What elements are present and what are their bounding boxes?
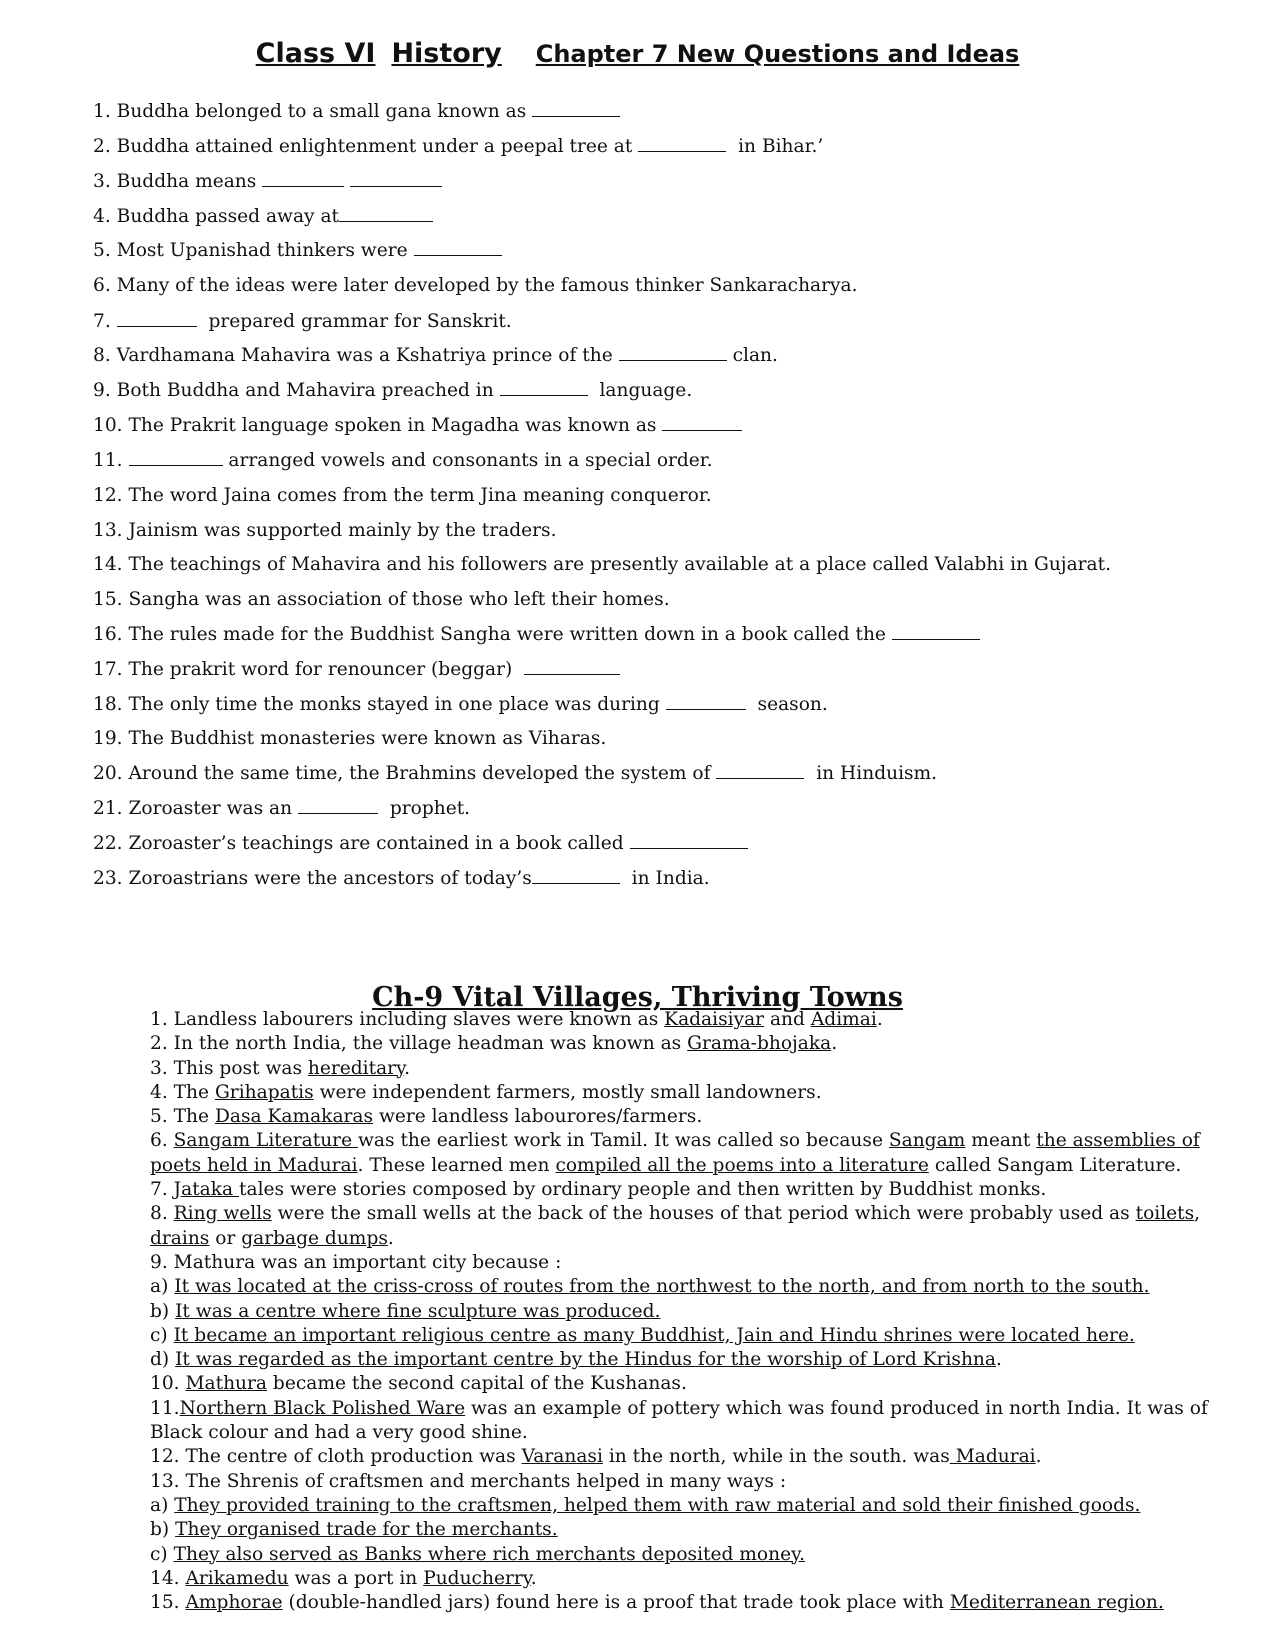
answer-blank: [298, 798, 378, 814]
answer-blank: [892, 624, 980, 640]
question-6: 6. Many of the ideas were later developed by the famous thinker Sankaracharya.: [93, 275, 858, 296]
note-10: 10. Mathura became the second capital of the Kushanas.: [150, 1373, 687, 1395]
question-22: 22. Zoroaster’s teachings are contained in a book called: [93, 832, 748, 856]
question-19: 19. The Buddhist monasteries were known as Viharas.: [93, 728, 607, 749]
note-14: 14. Arikamedu was a port in Puducherry.: [150, 1567, 537, 1589]
chapter9-notes: [150, 1008, 1208, 1615]
answer-blank: [117, 311, 197, 327]
note-11: 11.Northern Black Polished Ware was an example of pottery which was found produced in north India. It was of: [150, 1397, 1208, 1419]
note-9a: a) It was located at the criss-cross of routes from the northwest to the north, and from north to the south.: [150, 1276, 1150, 1298]
question-2: 2. Buddha attained enlightenment under a peepal tree at in Bihar.’: [93, 136, 824, 157]
note-13b: b) They organised trade for the merchants.: [150, 1519, 558, 1541]
answer-blank: [339, 206, 433, 222]
question-20: 20. Around the same time, the Brahmins developed the system of in Hinduism.: [93, 763, 938, 784]
answer-blank: [532, 101, 620, 117]
question-11: 11. arranged vowels and consonants in a special order.: [93, 450, 713, 471]
note-9d: d) It was regarded as the important centre by the Hindus for the worship of Lord Krishna.: [150, 1349, 1002, 1371]
question-13: 13. Jainism was supported mainly by the traders.: [93, 520, 557, 541]
note-8: 8. Ring wells were the small wells at the back of the houses of that period which were probably used as toilets,: [150, 1203, 1201, 1225]
question-12: 12. The word Jaina comes from the term Jina meaning conqueror.: [93, 485, 712, 506]
question-5: 5. Most Upanishad thinkers were: [93, 239, 502, 263]
note-9c: c) It became an important religious centre as many Buddhist, Jain and Hindu shrines were located here.: [150, 1324, 1135, 1346]
question-18: 18. The only time the monks stayed in one place was during season.: [93, 694, 828, 715]
answer-blank: [716, 763, 804, 779]
page-title: [0, 38, 1275, 69]
question-15: 15. Sangha was an association of those who left their homes.: [93, 589, 670, 610]
note-13: 13. The Shrenis of craftsmen and merchants helped in many ways :: [150, 1470, 787, 1492]
note-11-cont: Black colour and had a very good shine.: [150, 1422, 528, 1444]
subject-label: History: [391, 38, 502, 69]
question-7: 7. prepared grammar for Sanskrit.: [93, 311, 512, 332]
answer-blank: [414, 240, 502, 256]
note-2: 2. In the north India, the village headman was known as Grama-bhojaka.: [150, 1033, 838, 1055]
question-10: 10. The Prakrit language spoken in Magadha was known as: [93, 414, 742, 438]
answer-blank: [662, 415, 742, 431]
note-9: 9. Mathura was an important city because :: [150, 1251, 562, 1273]
question-21: 21. Zoroaster was an prophet.: [93, 798, 471, 819]
answer-blank: [638, 136, 726, 152]
note-6: 6. Sangam Literature was the earliest work in Tamil. It was called so because Sangam meant the assemblies of: [150, 1130, 1200, 1152]
chapter9-title: Ch-9 Vital Villages, Thriving Towns: [372, 982, 903, 1013]
note-4: 4. The Grihapatis were independent farmers, mostly small landowners.: [150, 1081, 822, 1103]
question-17: 17. The prakrit word for renouncer (beggar): [93, 658, 620, 682]
note-7: 7. Jataka tales were stories composed by ordinary people and then written by Buddhist monks.: [150, 1179, 1047, 1201]
note-8-cont: drains or garbage dumps.: [150, 1227, 394, 1249]
answer-blank: [666, 694, 746, 710]
answer-blank: [524, 659, 620, 675]
answer-blank: [532, 868, 620, 884]
note-13a: a) They provided training to the craftsmen, helped them with raw material and sold their finished goods.: [150, 1494, 1141, 1516]
question-1: 1. Buddha belonged to a small gana known as: [93, 100, 620, 124]
answer-blank: [350, 171, 442, 187]
question-3: 3. Buddha means: [93, 170, 442, 194]
question-8: 8. Vardhamana Mahavira was a Kshatriya prince of the clan.: [93, 345, 778, 366]
question-4: 4. Buddha passed away at: [93, 205, 433, 229]
answer-blank: [262, 171, 344, 187]
note-5: 5. The Dasa Kamakaras were landless labourores/farmers.: [150, 1106, 703, 1128]
note-3: 3. This post was hereditary.: [150, 1057, 411, 1079]
answer-blank: [619, 345, 727, 361]
question-14: 14. The teachings of Mahavira and his followers are presently available at a place called Valabhi in Gujarat.: [93, 554, 1112, 575]
note-9b: b) It was a centre where fine sculpture was produced.: [150, 1300, 661, 1322]
chapter-title: Chapter 7 New Questions and Ideas: [535, 40, 1020, 68]
question-23: 23. Zoroastrians were the ancestors of today’s in India.: [93, 868, 710, 889]
note-15: 15. Amphorae (double-handled jars) found here is a proof that trade took place with Mediterranean region.: [150, 1592, 1164, 1614]
answer-blank: [129, 450, 223, 466]
class-label: Class VI: [255, 38, 376, 69]
answer-blank: [630, 833, 748, 849]
note-1: 1. Landless labourers including slaves were known as Kadaisiyar and Adimai.: [150, 1009, 883, 1030]
question-9: 9. Both Buddha and Mahavira preached in language.: [93, 380, 693, 401]
note-12: 12. The centre of cloth production was Varanasi in the north, while in the south. was Madurai.: [150, 1446, 1042, 1468]
note-6-cont: poets held in Madurai. These learned men compiled all the poems into a literature called Sangam Literature.: [150, 1154, 1182, 1176]
answer-blank: [500, 380, 588, 396]
question-16: 16. The rules made for the Buddhist Sangha were written down in a book called the: [93, 623, 980, 647]
note-13c: c) They also served as Banks where rich merchants deposited money.: [150, 1543, 806, 1565]
